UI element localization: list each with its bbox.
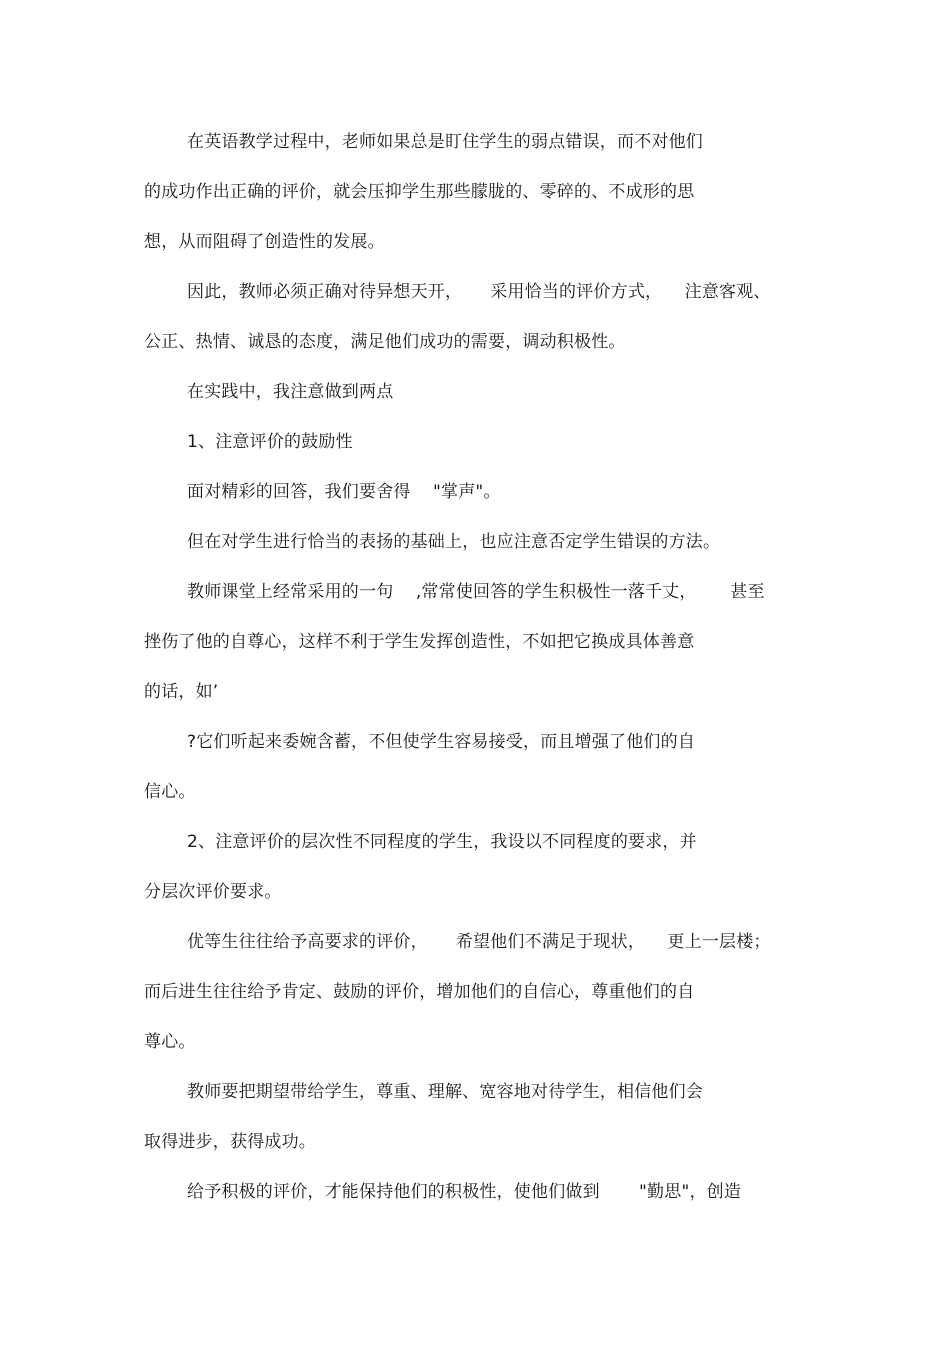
paragraph-6-line-1: 教师课堂上经常采用的一句 ,常常使回答的学生积极性一落千丈， 甚至 [187,582,765,602]
paragraph-1-line-3: 想，从而阻碍了创造性的发展。 [144,232,385,252]
paragraph-8-line-3: 尊心。 [144,1032,196,1052]
paragraph-9-line-2: 取得进步，获得成功。 [144,1132,316,1152]
paragraph-7-line-2: 信心。 [144,782,196,802]
section-heading-1: 1、注意评价的鼓励性 [187,432,353,452]
paragraph-1-line-1: 在英语教学过程中，老师如果总是盯住学生的弱点错误，而不对他们 [187,132,703,152]
paragraph-3: 在实践中，我注意做到两点 [187,382,394,402]
paragraph-9-line-1: 教师要把期望带给学生，尊重、理解、宽容地对待学生，相信他们会 [187,1082,703,1102]
paragraph-6-line-2: 挫伤了他的自尊心，这样不利于学生发挥创造性，不如把它换成具体善意 [144,632,695,652]
paragraph-10-line-1: 给予积极的评价，才能保持他们的积极性，使他们做到 "勤思"，创造 [187,1182,742,1202]
paragraph-4: 面对精彩的回答，我们要舍得 "掌声"。 [187,482,501,502]
paragraph-5: 但在对学生进行恰当的表扬的基础上，也应注意否定学生错误的方法。 [187,532,721,552]
section-heading-2-line-1: 2、注意评价的层次性不同程度的学生，我设以不同程度的要求，并 [187,832,697,852]
paragraph-8-line-1: 优等生往往给予高要求的评价， 希望他们不满足于现状， 更上一层楼； [187,932,771,952]
paragraph-6-line-3: 的话，如’ [144,682,219,702]
section-heading-2-line-2: 分层次评价要求。 [144,882,282,902]
paragraph-8-line-2: 而后进生往往给予肯定、鼓励的评价，增加他们的自信心，尊重他们的自 [144,982,695,1002]
paragraph-2-line-2: 公正、热情、诚恳的态度，满足他们成功的需要，调动积极性。 [144,332,626,352]
paragraph-1-line-2: 的成功作出正确的评价，就会压抑学生那些朦胧的、零碎的、不成形的思 [144,182,695,202]
paragraph-7-line-1: ?它们听起来委婉含蓄，不但使学生容易接受，而且增强了他们的自 [187,732,696,752]
paragraph-2-line-1: 因此，教师必须正确对待异想天开， 采用恰当的评价方式， 注意客观、 [187,282,771,302]
